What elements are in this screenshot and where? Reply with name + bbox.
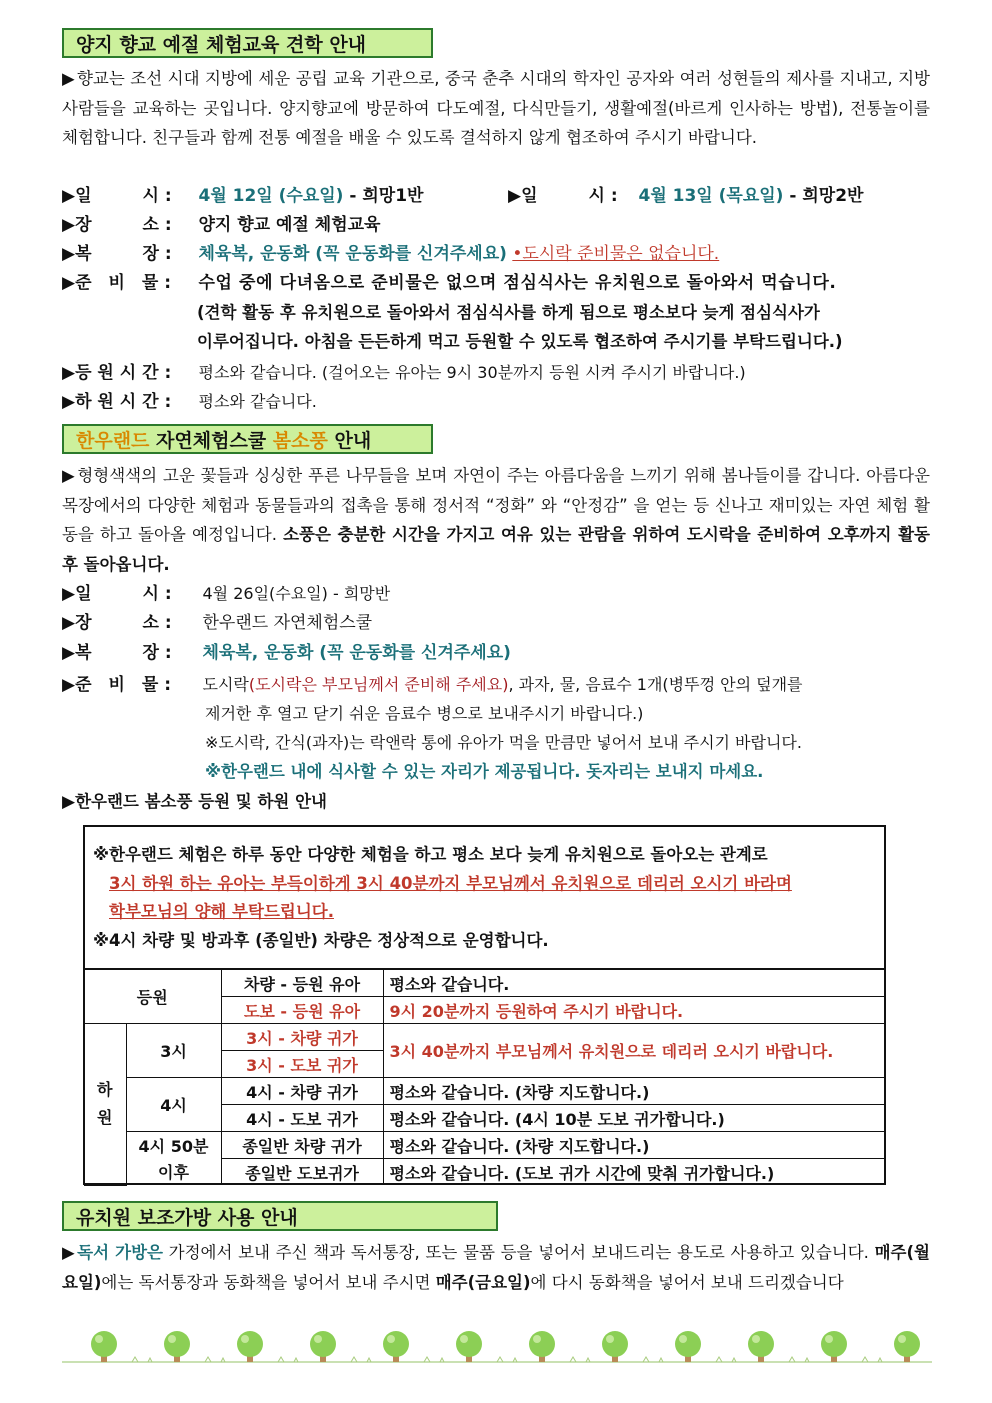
table-row <box>84 1132 886 1159</box>
leave-char-2: 원 <box>97 1108 113 1128</box>
table-cell: 평소와 같습니다. (차량 지도합니다.) <box>383 1078 886 1105</box>
table-row <box>84 1024 886 1051</box>
prep-line-3: 이루어집니다. 아침을 든든하게 먹고 등원할 수 있도록 협조하여 주시기를 부탁드립니다.) <box>197 332 843 351</box>
date-label: 일 시 : <box>75 186 172 206</box>
tree-icon <box>164 1331 190 1362</box>
picnic-dress-row <box>62 639 511 668</box>
tree-icon <box>456 1331 482 1362</box>
date2-label: 일 시 : <box>521 186 618 206</box>
date-1-class: - 희망1반 <box>343 186 424 206</box>
bag-paragraph: ▶ 독서 가방은 가정에서 보내 주신 책과 독서통장, 또는 물품 등을 넣어서 보내드리는 용도로 사용하고 있습니다. 매주(월요일)에는 독서통장과 동화책을 넣어서 보내 주시면 매주(금요일)에 다시 동화책을 넣어서 보내 드리겠습니다 <box>62 1243 930 1292</box>
tree-icon <box>821 1331 847 1362</box>
table-group-cell: 이후 <box>126 1159 221 1186</box>
picnic-place-row <box>62 609 372 638</box>
tree-icon <box>529 1331 555 1362</box>
tree-icon <box>602 1331 628 1362</box>
hyanggyo-date2-row <box>508 182 863 211</box>
hyanggyo-dress-row <box>62 240 719 269</box>
table-cell: 3시 - 도보 귀가 <box>221 1051 383 1078</box>
table-group-cell: 3시 <box>126 1024 221 1078</box>
pickup-schedule-table <box>84 968 886 1186</box>
dress-note: •도시락 준비물은 없습니다. <box>512 244 720 264</box>
triangle-bullet-icon: ▶ <box>62 643 76 663</box>
section-title-hyanggyo: 양지 향교 예절 체험교육 견학 안내 <box>62 28 433 58</box>
dress-label: 복 장 : <box>75 643 172 663</box>
triangle-bullet-icon: ▶ <box>62 69 75 88</box>
date-2-class: - 희망2반 <box>783 186 864 206</box>
triangle-bullet-icon: ▶ <box>62 186 76 206</box>
hyanggyo-prep-row <box>62 269 836 298</box>
table-row <box>84 969 886 997</box>
picnic-date-row <box>62 579 390 609</box>
tree-icon <box>383 1331 409 1362</box>
picnic-prep-row <box>62 670 803 700</box>
table-cell: 3시 - 차량 귀가 <box>221 1024 383 1051</box>
date-2: 4월 13일 (목요일) <box>638 186 784 206</box>
notice-line-3: 학부모님의 양해 부탁드립니다. <box>109 902 334 921</box>
hyanggyo-intro: ▶ 향교는 조선 시대 지방에 세운 공립 교육 기관으로, 중국 춘추 시대의 학자인 공자와 여러 성현들의 제사를 지내고, 지방 사람들을 교육하는 곳입니다. 양지향교에 방문하여 다도예절, 다식만들기, 생활예절(바르게 인사하는 방법), 전통놀이를 체험합니다. 친구들과 함께 전통 예절을 배울 수 있도록 결석하지 않게 협조하여 주시기 바랍니다. <box>62 69 930 147</box>
triangle-bullet-icon: ▶ <box>62 584 76 604</box>
hyanggyo-leave-row <box>62 387 317 417</box>
notice-line-2: 3시 하원 하는 유아는 부득이하게 3시 40분까지 부모님께서 유치원으로 데리러 오시기 바라며 <box>109 873 792 893</box>
dress-value: 체육복, 운동화 (꼭 운동화를 신겨주세요) <box>198 244 507 264</box>
leave-label: 하 원 시 간 : <box>75 392 172 412</box>
table-cell: 차량 - 등원 유아 <box>221 969 383 997</box>
leave-group-cell <box>84 1024 126 1186</box>
title-guide: 안내 <box>327 430 372 452</box>
picnic-prep-line-3: ※도시락, 간식(과자)는 락앤락 통에 유아가 먹을 만큼만 넣어서 보내 주시기 바랍니다. <box>205 733 802 752</box>
triangle-bullet-icon: ▶ <box>62 273 76 293</box>
tree-group <box>91 1331 932 1362</box>
section-title-bag: 유치원 보조가방 사용 안내 <box>62 1201 498 1231</box>
triangle-bullet-icon: ▶ <box>62 392 76 412</box>
triangle-bullet-icon: ▶ <box>62 215 76 235</box>
title-school: 자연체험스쿨 <box>149 430 273 452</box>
triangle-bullet-icon: ▶ <box>62 466 76 485</box>
table-group-cell: 4시 50분 <box>126 1132 221 1159</box>
table-cell: 9시 20분까지 등원하여 주시기 바랍니다. <box>383 997 886 1024</box>
place-value: 양지 향교 예절 체험교육 <box>198 215 381 235</box>
triangle-bullet-icon: ▶ <box>62 363 76 383</box>
picnic-prep-line-2: 제거한 후 열고 닫기 쉬운 음료수 병으로 보내주시기 바랍니다.) <box>205 704 644 723</box>
tree-icon <box>91 1331 117 1362</box>
picnic-prep-line-4: ※한우랜드 내에 식사할 수 있는 자리가 제공됩니다. 돗자리는 보내지 마세요. <box>205 762 764 781</box>
leave-char-1: 하 <box>97 1080 113 1100</box>
notice-line-4: ※4시 차량 및 방과후 (종일반) 차량은 정상적으로 운영합니다. <box>93 930 549 950</box>
prep-lunchbox: 도시락 <box>202 675 249 694</box>
guide-title-text: 한우랜드 봄소풍 등원 및 하원 안내 <box>75 792 327 811</box>
prep-line-2: (견학 활동 후 유치원으로 돌아와서 점심식사를 하게 됨으로 평소보다 늦게 점심식사가 <box>197 303 820 322</box>
triangle-bullet-icon: ▶ <box>508 186 522 206</box>
picnic-place: 한우랜드 자연체험스쿨 <box>202 613 373 633</box>
prep-items: , 과자, 물, 음료수 1개(병뚜껑 안의 덮개를 <box>508 675 803 694</box>
dress-label: 복 장 : <box>75 244 172 264</box>
picnic-date: 4월 26일(수요일) - 희망반 <box>202 584 391 603</box>
tree-icon <box>894 1331 920 1362</box>
triangle-bullet-icon: ▶ <box>62 613 76 633</box>
prep-label: 준 비 물 : <box>75 675 172 695</box>
table-cell: 평소와 같습니다. (4시 10분 도보 귀가합니다.) <box>383 1105 886 1132</box>
tree-icon <box>237 1331 263 1362</box>
tree-row-decoration <box>62 1330 932 1370</box>
table-row <box>84 1159 886 1186</box>
prep-lunchbox-note: (도시락은 부모님께서 준비해 주세요) <box>248 675 509 694</box>
hyanggyo-arrive-row <box>62 358 746 388</box>
table-cell: 평소와 같습니다. (도보 귀가 시간에 맞춰 귀가합니다.) <box>383 1159 886 1186</box>
hyanggyo-date-row <box>62 182 423 211</box>
date-1: 4월 12일 (수요일) <box>198 186 344 206</box>
table-group-cell: 4시 <box>126 1078 221 1132</box>
arrive-group-cell: 등원 <box>84 969 221 1024</box>
table-cell: 3시 40분까지 부모님께서 유치원으로 데리러 오시기 바랍니다. <box>383 1024 886 1078</box>
arrive-value: 평소와 같습니다. (걸어오는 유아는 9시 30분까지 등원 시켜 주시기 바랍니다.) <box>198 363 746 382</box>
table-cell: 평소와 같습니다. (차량 지도합니다.) <box>383 1132 886 1159</box>
notice-line-1: ※한우랜드 체험은 하루 동안 다양한 체험을 하고 평소 보다 늦게 유치원으로 돌아오는 관계로 <box>93 845 768 864</box>
triangle-bullet-icon: ▶ <box>62 675 76 695</box>
hanwooland-intro: ▶ 형형색색의 고운 꽃들과 싱싱한 푸른 나무들을 보며 자연이 주는 아름다움을 느끼기 위해 봄나들이를 갑니다. 아름다운 목장에서의 다양한 체험과 동물들과의 접촉을 통해 정서적 “정화” 와 “안정감” 을 얻는 등 신나고 재미있는 자연 체험 활동을 하고 돌아올 예정입니다. 소풍은 충분한 시간을 가지고 여유 있는 관람을 위하여 도시락을 준비하여 오후까지 활동 후 돌아옵니다. <box>62 466 930 574</box>
arrive-label: 등 원 시 간 : <box>75 363 172 383</box>
title-hanwooland: 한우랜드 <box>76 430 150 452</box>
date-label: 일 시 : <box>75 584 172 604</box>
triangle-bullet-icon: ▶ <box>62 1243 76 1262</box>
table-cell: 도보 - 등원 유아 <box>221 997 383 1024</box>
hyanggyo-place-row <box>62 211 380 240</box>
table-cell: 4시 - 도보 귀가 <box>221 1105 383 1132</box>
table-cell: 종일반 도보귀가 <box>221 1159 383 1186</box>
prep-line-1: 수업 중에 다녀옴으로 준비물은 없으며 점심식사는 유치원으로 돌아와서 먹습니다. <box>198 273 837 293</box>
triangle-bullet-icon: ▶ <box>62 244 76 264</box>
tree-icon <box>748 1331 774 1362</box>
section-title-hanwooland <box>62 424 433 454</box>
table-cell: 평소와 같습니다. <box>383 969 886 997</box>
table-row <box>84 1078 886 1105</box>
tree-icon <box>675 1331 701 1362</box>
leave-value: 평소와 같습니다. <box>198 392 317 411</box>
notice-text <box>93 841 878 955</box>
place-label: 장 소 : <box>75 215 172 235</box>
title-picnic: 봄소풍 <box>272 430 328 452</box>
table-cell: 4시 - 차량 귀가 <box>221 1078 383 1105</box>
place-label: 장 소 : <box>75 613 172 633</box>
triangle-bullet-icon: ▶ <box>62 792 76 812</box>
tree-icon <box>310 1331 336 1362</box>
table-cell: 종일반 차량 귀가 <box>221 1132 383 1159</box>
notice-box <box>83 825 886 1185</box>
picnic-guide-title <box>62 787 327 817</box>
picnic-dress: 체육복, 운동화 (꼭 운동화를 신겨주세요) <box>202 643 511 663</box>
prep-label: 준 비 물 : <box>75 273 172 293</box>
